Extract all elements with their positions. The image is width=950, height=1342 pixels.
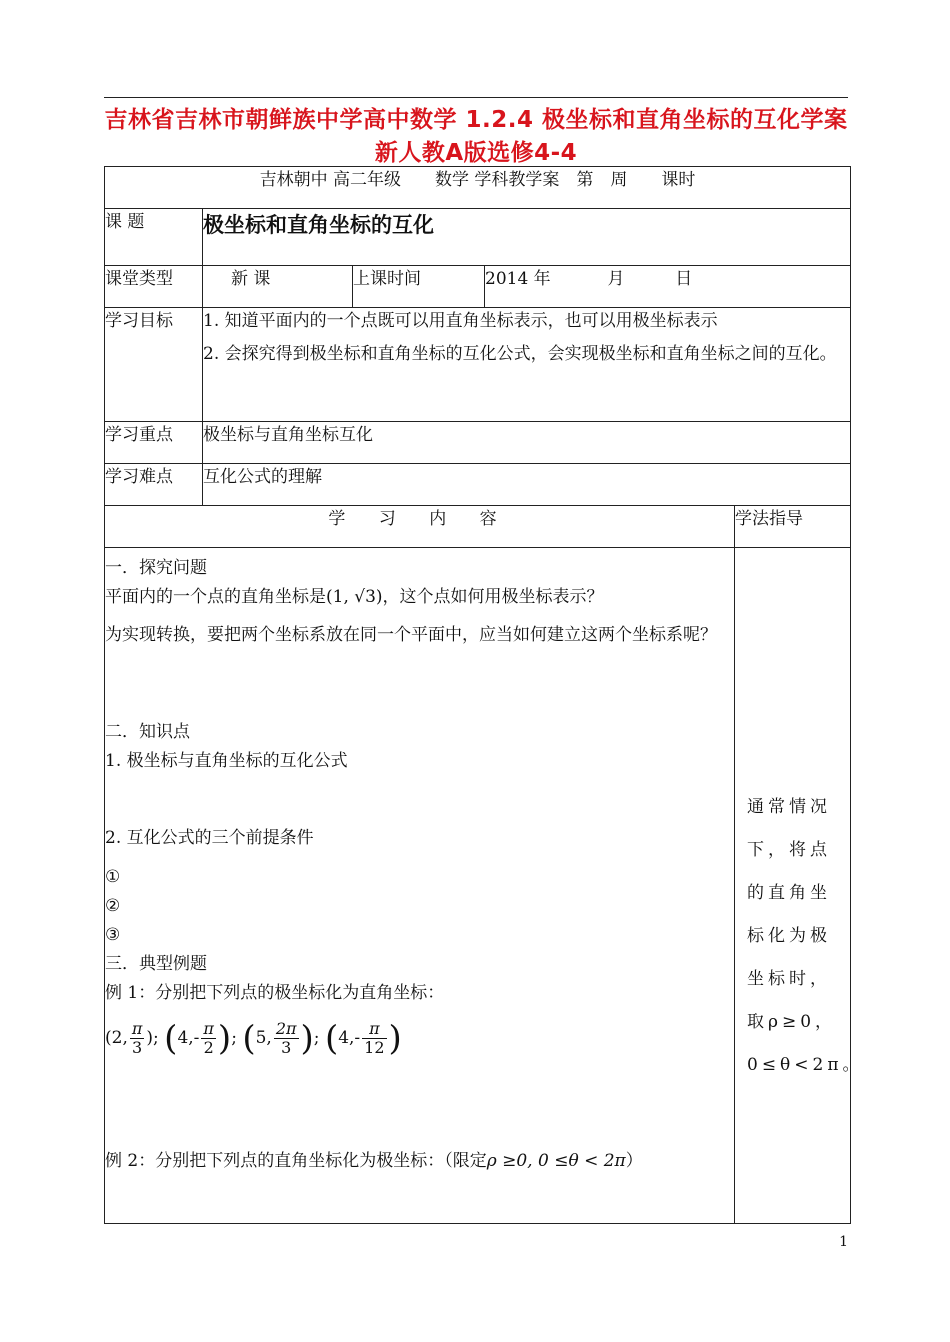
guidance-text: 通常情况下，将点的直角坐标化为极坐标时，取ρ≥0，0≤θ<2π。: [747, 797, 864, 1075]
condition-2: ②: [105, 896, 121, 916]
document-title: 吉林省吉林市朝鲜族中学高中数学 1.2.4 极坐标和直角坐标的互化学案 新人教A版选修4-4: [104, 107, 848, 166]
header-rule: [104, 97, 848, 98]
class-type-label: 课堂类型: [105, 266, 203, 308]
lesson-plan-table: [104, 166, 864, 1224]
question-1: 平面内的一个点的直角坐标是(1, √3)，这个点如何用极坐标表示？: [105, 587, 604, 607]
topic-label: 课 题: [105, 209, 203, 266]
question-2: 为实现转换，要把两个坐标系放在同一个平面中，应当如何建立这两个坐标系呢？: [105, 625, 717, 645]
class-type-value: 新 课: [203, 266, 353, 308]
condition-3: ③: [105, 925, 121, 945]
class-date: [485, 266, 851, 308]
difficulty-value: 互化公式的理解: [203, 464, 851, 506]
date-month: 月: [607, 269, 625, 289]
page-number: 1: [839, 1234, 848, 1250]
date-year: 2014 年: [485, 269, 551, 289]
goal-1: 1. 知道平面内的一个点既可以用直角坐标表示，也可以用极坐标表示: [203, 311, 718, 331]
section-1-heading: 一．探究问题: [105, 558, 207, 578]
difficulty-label: 学习难点: [105, 464, 203, 506]
ex1-point-2: (4,- $\frac{\pi}{2}$ );: [164, 1018, 237, 1059]
ex2-condition: ρ ≥0, 0 ≤θ < 2π: [486, 1151, 626, 1171]
ex1-point-1: (2, $\frac{\pi}{3}$ );: [105, 1019, 159, 1057]
goals-text: [203, 308, 851, 422]
content-body: [105, 548, 735, 1224]
condition-1: ①: [105, 867, 121, 887]
goals-label: 学习目标: [105, 308, 203, 422]
section-2-heading: 二．知识点: [105, 722, 190, 742]
class-time-label: 上课时间: [353, 266, 485, 308]
date-day: 日: [675, 269, 693, 289]
guidance-column: [735, 548, 864, 1224]
header-row: 吉林朝中 高二年级 数学 学科教学案 第 周 课时: [105, 167, 851, 209]
ex1-point-3: (5, $\frac{2\pi}{3}$ );: [242, 1018, 320, 1059]
key-point-label: 学习重点: [105, 422, 203, 464]
ex1-point-4: (4,- $\frac{\pi}{12}$ ): [324, 1018, 402, 1059]
key-point-value: 极坐标与直角坐标互化: [203, 422, 851, 464]
goal-2: 2. 会探究得到极坐标和直角坐标的互化公式，会实现极坐标和直角坐标之间的互化。: [203, 344, 837, 364]
topic-value: 极坐标和直角坐标的互化: [203, 209, 851, 266]
content-header: 学 习 内 容: [105, 506, 735, 548]
example-1: 例 1：分别把下列点的极坐标化为直角坐标：: [105, 983, 445, 1003]
knowledge-2: 2. 互化公式的三个前提条件: [105, 828, 314, 848]
guidance-header: 学法指导: [735, 506, 851, 548]
example-1-points: [105, 1020, 734, 1057]
section-3-heading: 三．典型例题: [105, 954, 207, 974]
example-2: 例 2：分别把下列点的直角坐标化为极坐标：（限定ρ ≥0, 0 ≤θ < 2π）: [105, 1151, 643, 1171]
point-1-sqrt3: (1, √3): [326, 587, 383, 607]
knowledge-1: 1. 极坐标与直角坐标的互化公式: [105, 751, 348, 771]
